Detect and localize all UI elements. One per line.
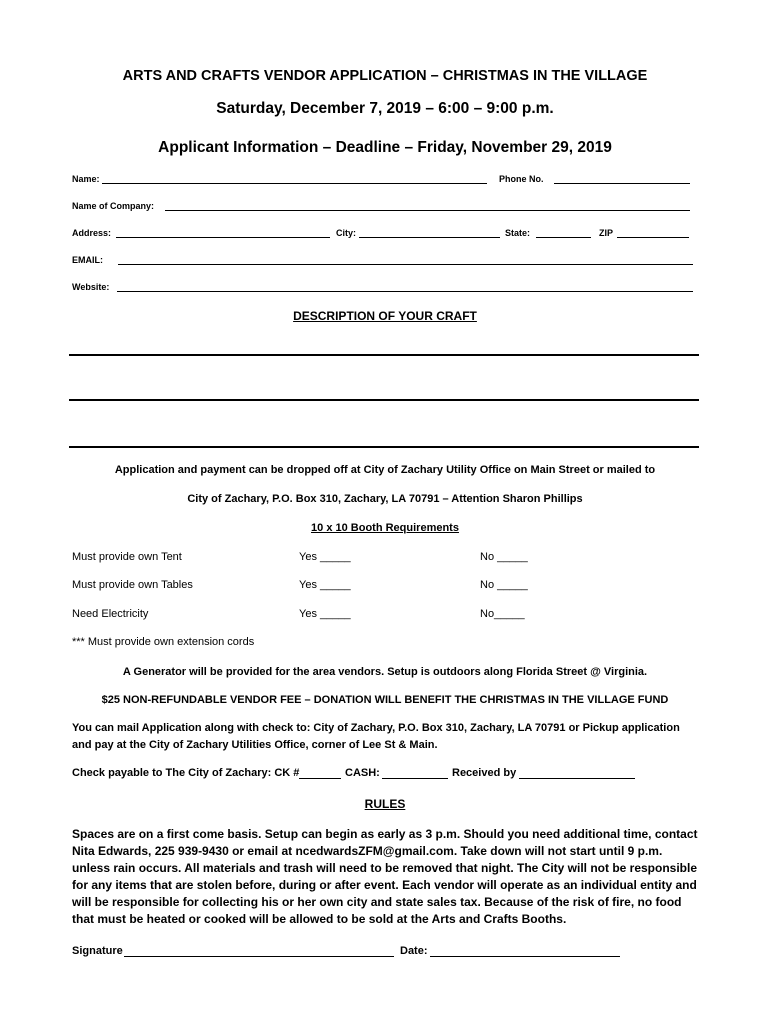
company-field[interactable] — [165, 210, 690, 211]
deadline-heading: Applicant Information – Deadline – Friday, November 29, 2019 — [158, 139, 612, 156]
received-by-field[interactable] — [519, 778, 635, 779]
booth-electricity-yes[interactable]: Yes _____ — [299, 608, 351, 620]
rules-heading: RULES — [364, 797, 406, 811]
company-label: Name of Company: — [72, 201, 155, 211]
date-field[interactable] — [430, 956, 620, 957]
event-date: Saturday, December 7, 2019 – 6:00 – 9:00 p.m. — [216, 100, 554, 117]
check-number-field[interactable] — [299, 778, 341, 779]
page-title: ARTS AND CRAFTS VENDOR APPLICATION – CHRISTMAS IN THE VILLAGE — [122, 68, 648, 84]
generator-note: A Generator will be provided for the area vendors. Setup is outdoors along Florida Street @ Virginia. — [122, 666, 648, 678]
state-field[interactable] — [536, 237, 591, 238]
name-label: Name: — [72, 174, 100, 184]
booth-tent-yes[interactable]: Yes _____ — [299, 551, 351, 563]
booth-electricity-no[interactable]: No_____ — [480, 608, 525, 620]
state-label: State: — [505, 228, 531, 238]
mail-line-2: and pay at the City of Zachary Utilities Office, corner of Lee St & Main. — [72, 739, 438, 751]
website-label: Website: — [72, 282, 110, 292]
fee-note: $25 NON-REFUNDABLE VENDOR FEE – DONATION WILL BENEFIT THE CHRISTMAS IN THE VILLAGE FUND — [101, 694, 669, 706]
booth-tables-label: Must provide own Tables — [72, 579, 193, 591]
signature-field[interactable] — [124, 956, 394, 957]
signature-label: Signature — [72, 945, 123, 957]
address-field[interactable] — [116, 237, 330, 238]
website-field[interactable] — [117, 291, 693, 292]
check-payable-label: Check payable to The City of Zachary: CK # — [72, 767, 300, 779]
email-label: EMAIL: — [72, 255, 103, 265]
name-field[interactable] — [102, 183, 487, 184]
dropoff-line-1: Application and payment can be dropped off at City of Zachary Utility Office on Main Street or mailed to — [114, 464, 656, 476]
description-line-1[interactable] — [69, 354, 699, 356]
cash-label: CASH: — [345, 767, 380, 779]
booth-heading: 10 x 10 Booth Requirements — [311, 522, 459, 534]
city-field[interactable] — [359, 237, 500, 238]
booth-tables-no[interactable]: No _____ — [480, 579, 528, 591]
rules-text: Spaces are on a first come basis. Setup can begin as early as 3 p.m. Should you need additional time, contact Nita Edwards, 225 939-9430 or email at ncedwardsZFM@gmail.com. Take down will not start until 9 p.m. unless rain occurs. All materials and trash will need to be removed that night. The City will not be responsible for any items that are stolen before, during or after event. Each vendor will operate as an individual entity and will be responsible for collecting his or her own city and state sales tax. Because of the risk of fire, no food that must be heated or cooked will be allowed to be sold at the Arts and Crafts Booths. — [72, 827, 698, 926]
phone-field[interactable] — [554, 183, 690, 184]
cash-field[interactable] — [382, 778, 448, 779]
mail-line-1: You can mail Application along with check to: City of Zachary, P.O. Box 310, Zachary, LA 70791 or Pickup application — [72, 722, 680, 734]
date-label: Date: — [400, 945, 428, 957]
description-line-2[interactable] — [69, 399, 699, 401]
zip-label: ZIP — [599, 228, 614, 238]
dropoff-line-2: City of Zachary, P.O. Box 310, Zachary, LA 70791 – Attention Sharon Phillips — [187, 493, 583, 505]
description-line-3[interactable] — [69, 446, 699, 448]
extension-note: *** Must provide own extension cords — [72, 636, 255, 648]
received-by-label: Received by — [452, 767, 517, 779]
booth-tent-no[interactable]: No _____ — [480, 551, 528, 563]
email-field[interactable] — [118, 264, 693, 265]
phone-label: Phone No. — [499, 174, 544, 184]
booth-tables-yes[interactable]: Yes _____ — [299, 579, 351, 591]
booth-tent-label: Must provide own Tent — [72, 551, 182, 563]
zip-field[interactable] — [617, 237, 689, 238]
city-label: City: — [336, 228, 356, 238]
booth-electricity-label: Need Electricity — [72, 608, 149, 620]
description-heading: DESCRIPTION OF YOUR CRAFT — [293, 309, 477, 323]
address-label: Address: — [72, 228, 112, 238]
